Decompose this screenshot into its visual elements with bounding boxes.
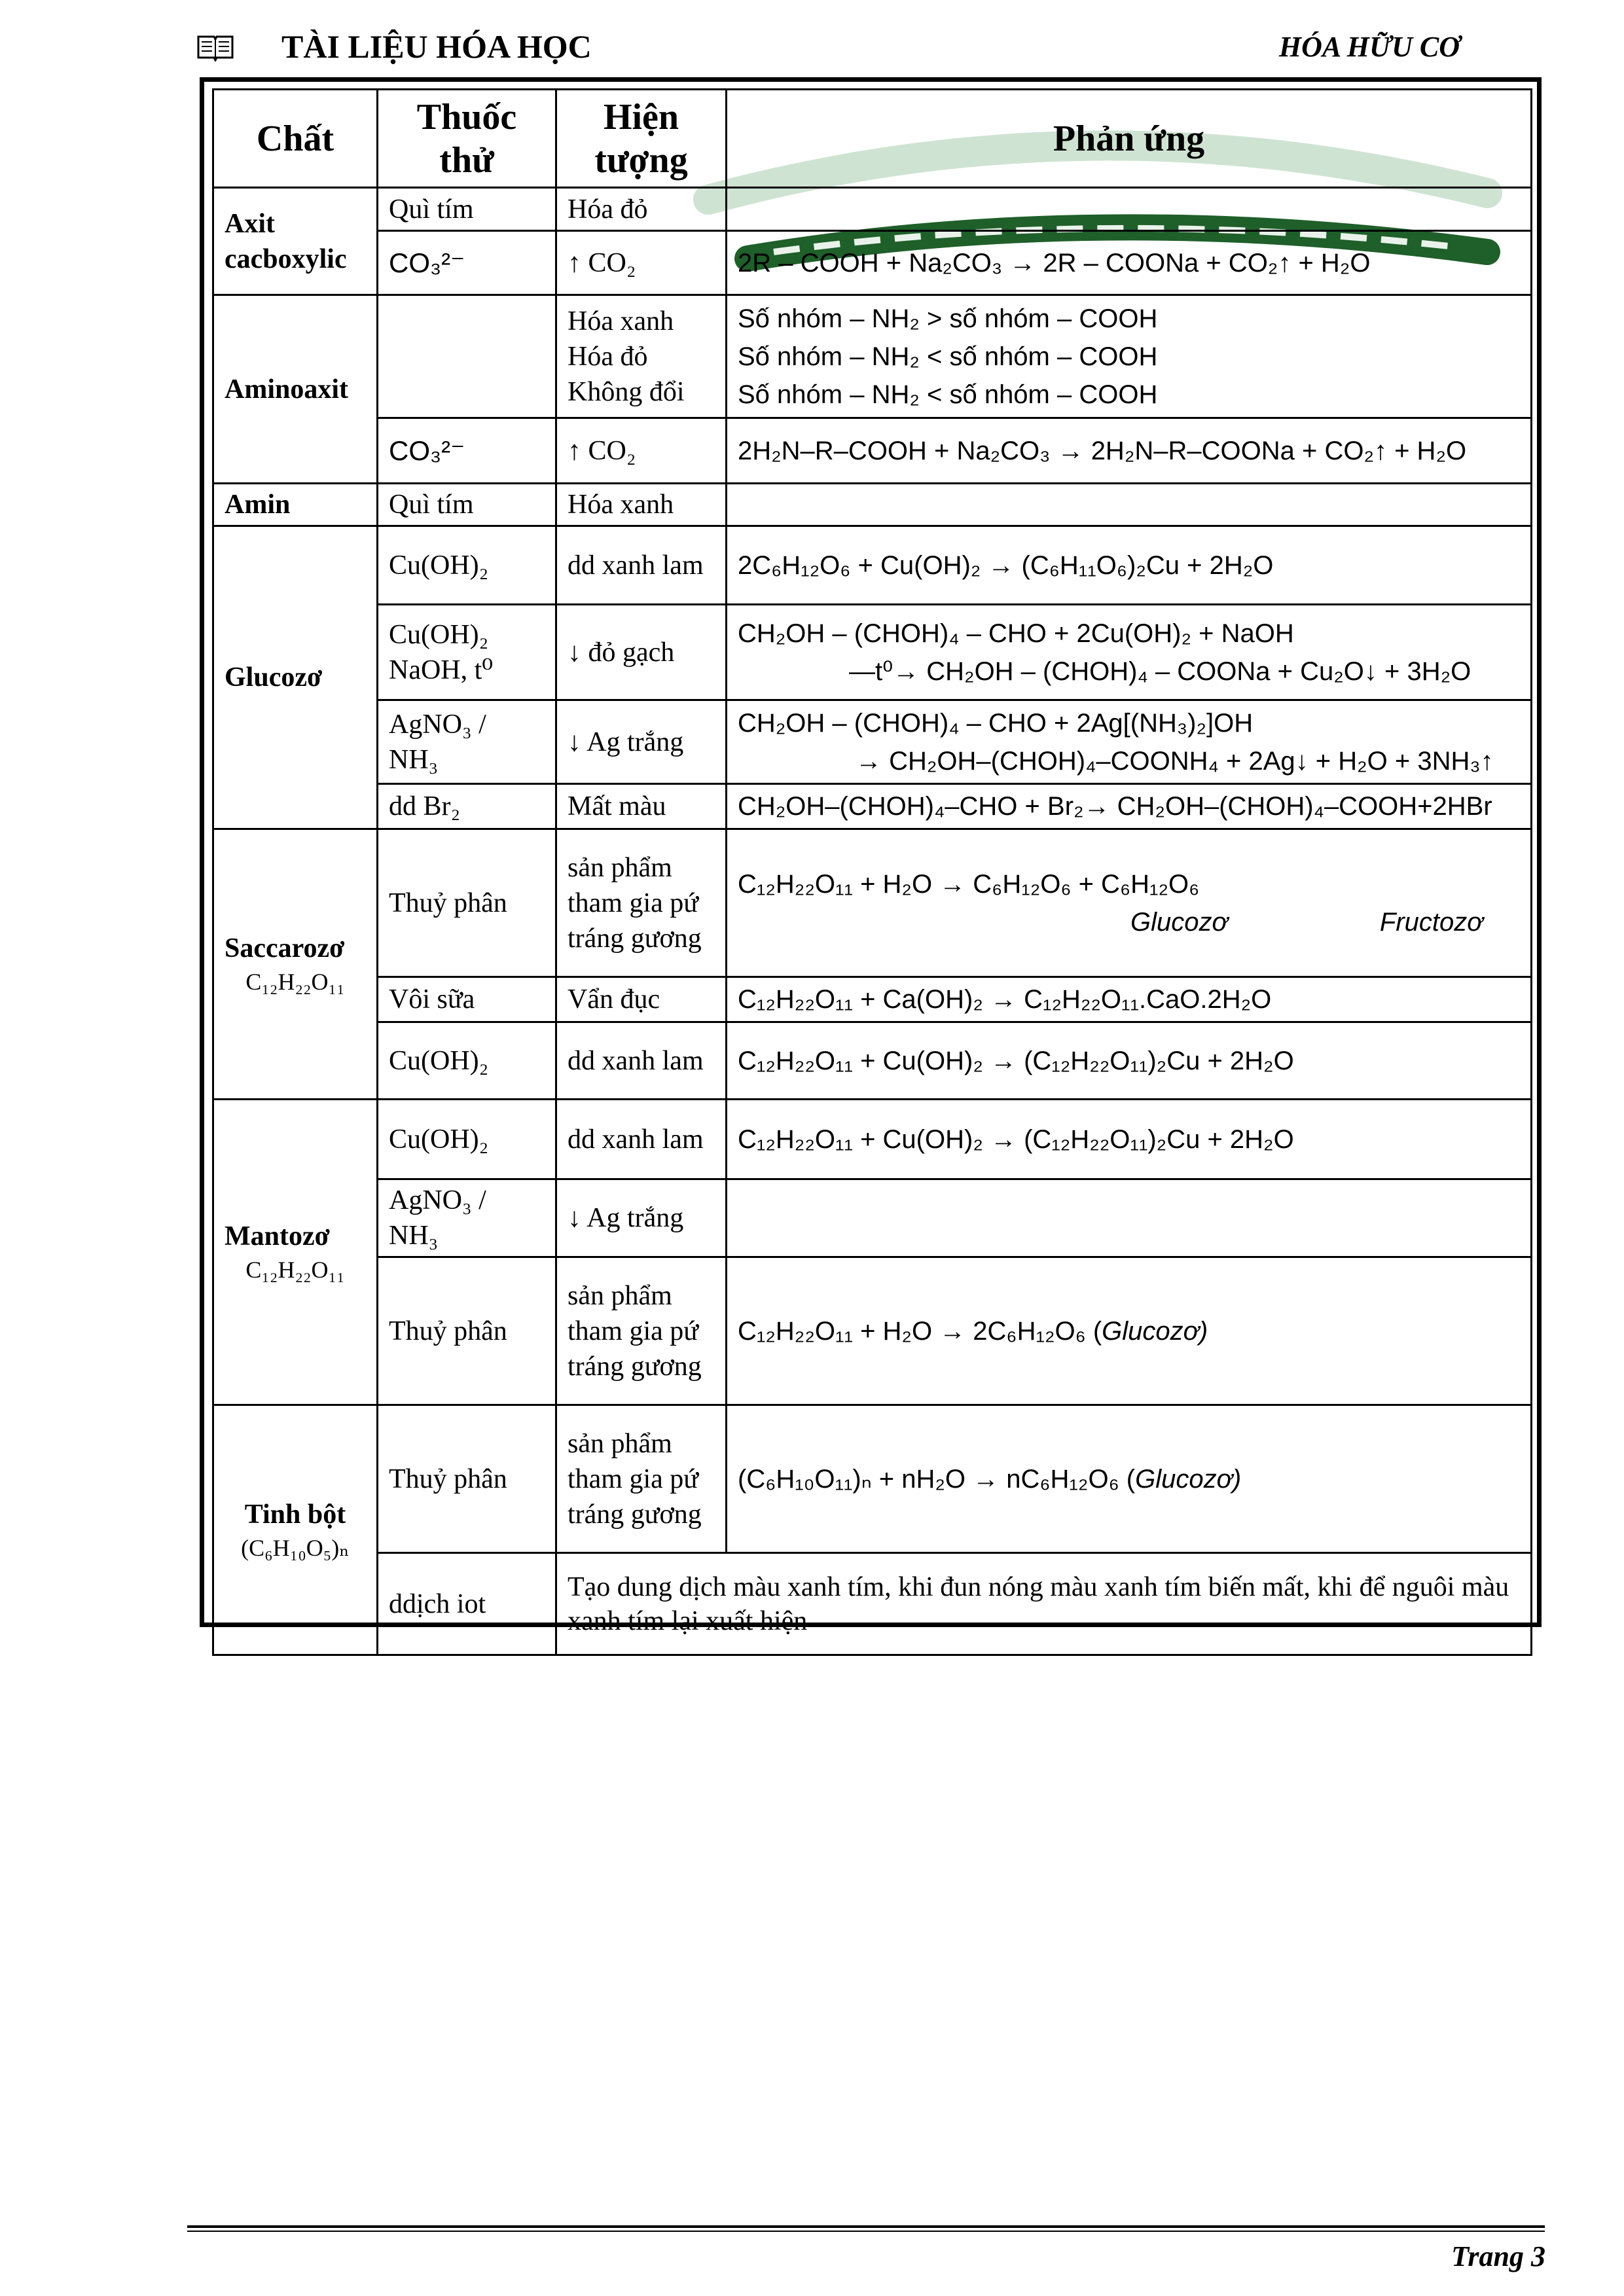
substance-name: Saccarozơ [225,933,345,963]
reagent-cell: Vôi sữa [378,977,556,1022]
open-book-icon [196,33,234,62]
table-row [213,1100,1532,1179]
reagent-cell: ddịch iot [378,1553,556,1655]
reagent-cell [378,700,556,784]
note-glucozo: Glucozơ [1130,907,1228,937]
reagent-cell: CO₃²⁻ [378,231,556,295]
header-substance: Chất [213,90,378,188]
phenomenon-cell: sản phẩm tham gia pứ tráng gương [556,1405,727,1553]
substance-glucozo: Glucozơ [213,526,378,829]
reagent-cell: dd Br₂ [378,784,556,829]
substance-name: Mantozơ [225,1221,330,1251]
reagent-cell: Thuỷ phân [378,829,556,977]
reagent-cell: CO₃²⁻ [378,418,556,484]
phenomenon-cell: dd xanh lam [556,1022,727,1100]
table-row [213,526,1532,605]
phenomenon-cell: ↓ đỏ gạch [556,605,727,700]
reagent-table [212,88,1532,1656]
reagent-cell [378,605,556,700]
table-row [213,484,1532,526]
phenomenon-cell: Hóa đỏ [556,188,727,231]
description-cell: Tạo dung dịch màu xanh tím, khi đun nóng màu xanh tím biến mất, khi để nguôi màu xanh tím lại xuất hiện [556,1553,1532,1655]
page-number: Trang 3 [1451,2240,1545,2272]
reaction-note: Glucozơ) [1102,1316,1208,1346]
reaction-cell: 2C₆H₁₂O₆ + Cu(OH)₂ → (C₆H₁₁O₆)₂Cu + 2H₂O [727,526,1532,605]
substance-name: Tinh bột [244,1499,346,1530]
reaction-cell [727,1257,1532,1405]
table-row [213,1553,1532,1655]
table-row [213,418,1532,484]
reaction-line: CH₂OH – (CHOH)₄ – CHO + 2Ag[(NH₃)₂]OH [738,708,1254,738]
reagent-table-frame [200,77,1542,1636]
substance-mantozo [213,1100,378,1405]
reaction-line: → CH₂OH–(CHOH)₄–COONH₄ + 2Ag↓ + H₂O + 3NH₃↑ [856,746,1494,776]
phenomenon-cell: ↑ CO₂ [556,418,727,484]
table-row [213,1405,1532,1553]
reagent-line: NH₃ [389,744,439,775]
reaction-line: Số nhóm – NH₂ < số nhóm – COOH [738,380,1158,409]
header-reaction: Phản ứng [727,90,1532,188]
subject-label: HÓA HỮU CƠ [1278,31,1460,63]
reaction-cell [727,484,1532,526]
reagent-cell-empty [378,295,556,418]
footer-rule-thin [187,2231,1545,2232]
reagent-line: Cu(OH)₂ [389,619,489,650]
reaction-note [738,903,1520,941]
reagent-line: NaOH, t⁰ [389,655,494,685]
phenomenon-line: Hóa đỏ [568,341,648,372]
substance-formula: C₁₂H₂₂O₁₁ [245,969,345,995]
substance-axit: Axit cacboxylic [213,188,378,295]
reagent-cell: Quì tím [378,484,556,526]
phenomenon-cell: Mất màu [556,784,727,829]
table-row [213,188,1532,231]
reaction-cell [727,295,1532,418]
table-row [213,700,1532,784]
reaction-cell [727,700,1532,784]
reaction-line: C₁₂H₂₂O₁₁ + H₂O → C₆H₁₂O₆ + C₆H₁₂O₆ [738,869,1200,899]
reaction-cell: C₁₂H₂₂O₁₁ + Cu(OH)₂ → (C₁₂H₂₂O₁₁)₂Cu + 2H₂O [727,1022,1532,1100]
header-reagent: Thuốc thử [378,90,556,188]
reaction-cell [727,1405,1532,1553]
note-fructozo: Fructozơ [1379,907,1483,937]
phenomenon-cell: Vẩn đục [556,977,727,1022]
reaction-note: Glucozơ) [1135,1464,1242,1494]
reaction-cell: 2H₂N–R–COOH + Na₂CO₃ → 2H₂N–R–COONa + CO₂↑ + H₂O [727,418,1532,484]
reagent-cell: Cu(OH)₂ [378,1022,556,1100]
reagent-cell: Thuỷ phân [378,1405,556,1553]
document-title: TÀI LIỆU HÓA HỌC [281,28,592,65]
substance-formula: (C₆H₁₀O₅)ₙ [241,1534,350,1561]
reaction-cell [727,188,1532,231]
reaction-line: Số nhóm – NH₂ < số nhóm – COOH [738,342,1158,371]
header-phenomenon: Hiện tượng [556,90,727,188]
reaction-cell [727,1179,1532,1257]
table-row [213,977,1532,1022]
table-row [213,605,1532,700]
footer-rule [187,2225,1545,2228]
table-row [213,1257,1532,1405]
phenomenon-cell: ↓ Ag trắng [556,700,727,784]
reaction-line: —t⁰→ CH₂OH – (CHOH)₄ – COONa + Cu₂O↓ + 3H₂O [849,656,1471,686]
phenomenon-cell: sản phẩm tham gia pứ tráng gương [556,1257,727,1405]
phenomenon-cell [556,295,727,418]
substance-formula: C₁₂H₂₂O₁₁ [245,1257,345,1283]
table-row [213,1022,1532,1100]
phenomenon-line: Không đổi [568,376,685,407]
reagent-line: AgNO₃ / [389,709,486,740]
reagent-cell: Cu(OH)₂ [378,1100,556,1179]
table-row [213,829,1532,977]
reaction-cell: 2R – COOH + Na₂CO₃ → 2R – COONa + CO₂↑ + H₂O [727,231,1532,295]
phenomenon-cell: ↓ Ag trắng [556,1179,727,1257]
table-row [213,784,1532,829]
reaction-cell [727,605,1532,700]
table-row [213,231,1532,295]
reagent-cell [378,1179,556,1257]
substance-tinhbot [213,1405,378,1655]
reagent-line: NH₃ [389,1221,439,1251]
reaction-cell: CH₂OH–(CHOH)₄–CHO + Br₂→ CH₂OH–(CHOH)₄–COOH+2HBr [727,784,1532,829]
table-header-row [213,90,1532,188]
phenomenon-cell: ↑ CO₂ [556,231,727,295]
phenomenon-cell: dd xanh lam [556,1100,727,1179]
table-row [213,295,1532,418]
reaction-cell: C₁₂H₂₂O₁₁ + Cu(OH)₂ → (C₁₂H₂₂O₁₁)₂Cu + 2H₂O [727,1100,1532,1179]
reagent-line: AgNO₃ / [389,1185,486,1215]
reagent-cell: Cu(OH)₂ [378,526,556,605]
reagent-cell: Thuỷ phân [378,1257,556,1405]
substance-amin: Amin [213,484,378,526]
reaction-line: CH₂OH – (CHOH)₄ – CHO + 2Cu(OH)₂ + NaOH [738,619,1294,648]
reaction-cell [727,829,1532,977]
reagent-cell: Quì tím [378,188,556,231]
reaction-line: (C₆H₁₀O₁₁)ₙ + nH₂O → nC₆H₁₂O₆ ( [738,1464,1136,1494]
phenomenon-cell: Hóa xanh [556,484,727,526]
phenomenon-line: Hóa xanh [568,306,674,336]
reaction-cell: C₁₂H₂₂O₁₁ + Ca(OH)₂ → C₁₂H₂₂O₁₁.CaO.2H₂O [727,977,1532,1022]
substance-aminoaxit: Aminoaxit [213,295,378,484]
phenomenon-cell: dd xanh lam [556,526,727,605]
substance-saccarozo [213,829,378,1100]
reaction-line: C₁₂H₂₂O₁₁ + H₂O → 2C₆H₁₂O₆ ( [738,1316,1102,1346]
phenomenon-cell: sản phẩm tham gia pứ tráng gương [556,829,727,977]
page-header [196,26,1460,79]
table-row [213,1179,1532,1257]
reaction-line: Số nhóm – NH₂ > số nhóm – COOH [738,304,1158,333]
